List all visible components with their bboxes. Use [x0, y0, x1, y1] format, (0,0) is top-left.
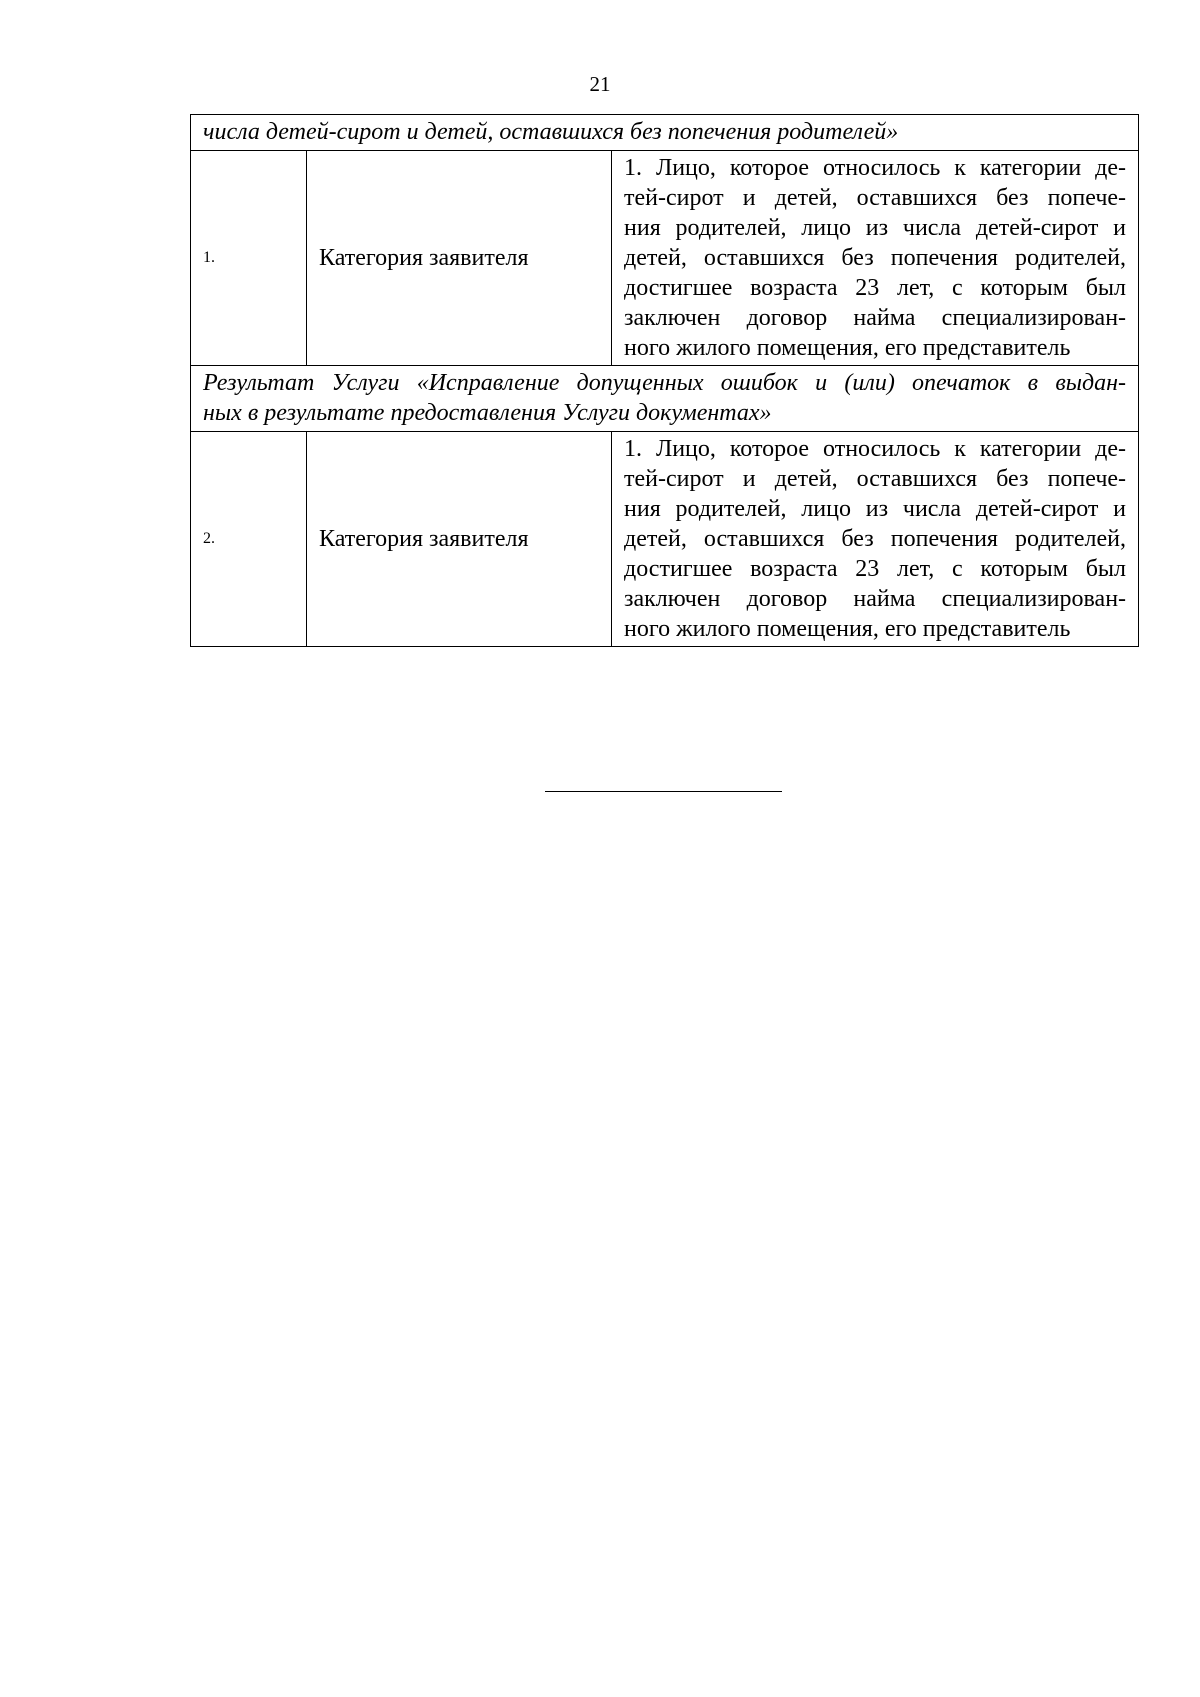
description-line: 1. Лицо, которое относилось к категории де-: [624, 155, 1127, 181]
description-line: тей-сирот и детей, оставшихся без попече-: [624, 185, 1127, 211]
row-description: [612, 151, 1139, 366]
section-heading-1-line: числа детей-сирот и детей, оставшихся без попечения родителей»: [203, 119, 899, 145]
row-category: Категория заявителя: [307, 432, 612, 647]
section-heading-1: [191, 115, 1139, 151]
table-row: [191, 432, 1139, 647]
end-separator-line: [545, 791, 782, 792]
description-line: ного жилого помещения, его представитель: [624, 616, 1071, 642]
description-line: детей, оставшихся без попечения родителей,: [624, 245, 1127, 271]
description-line: ного жилого помещения, его представитель: [624, 335, 1071, 361]
section-heading-row-2: [191, 366, 1139, 432]
description-line: ния родителей, лицо из числа детей-сирот и: [624, 215, 1127, 241]
row-number: 1.: [191, 151, 307, 366]
section-heading-2-line: Результат Услуги «Исправление допущенных ошибок и (или) опечаток в выдан-: [203, 370, 1127, 396]
description-line: заключен договор найма специализирован-: [624, 305, 1127, 331]
section-heading-2: [191, 366, 1139, 432]
row-description: [612, 432, 1139, 647]
page-number: 21: [589, 72, 611, 96]
row-number: 2.: [191, 432, 307, 647]
description-line: достигшее возраста 23 лет, с которым был: [624, 275, 1127, 301]
description-line: заключен договор найма специализирован-: [624, 586, 1127, 612]
section-heading-2-line: ных в результате предоставления Услуги документах»: [203, 400, 772, 426]
description-line: тей-сирот и детей, оставшихся без попече-: [624, 466, 1127, 492]
document-table: [190, 114, 1139, 647]
row-category: Категория заявителя: [307, 151, 612, 366]
description-line: 1. Лицо, которое относилось к категории де-: [624, 436, 1127, 462]
table-row: [191, 151, 1139, 366]
description-line: детей, оставшихся без попечения родителей,: [624, 526, 1127, 552]
description-line: достигшее возраста 23 лет, с которым был: [624, 556, 1127, 582]
description-line: ния родителей, лицо из числа детей-сирот и: [624, 496, 1127, 522]
section-heading-row-1: [191, 115, 1139, 151]
